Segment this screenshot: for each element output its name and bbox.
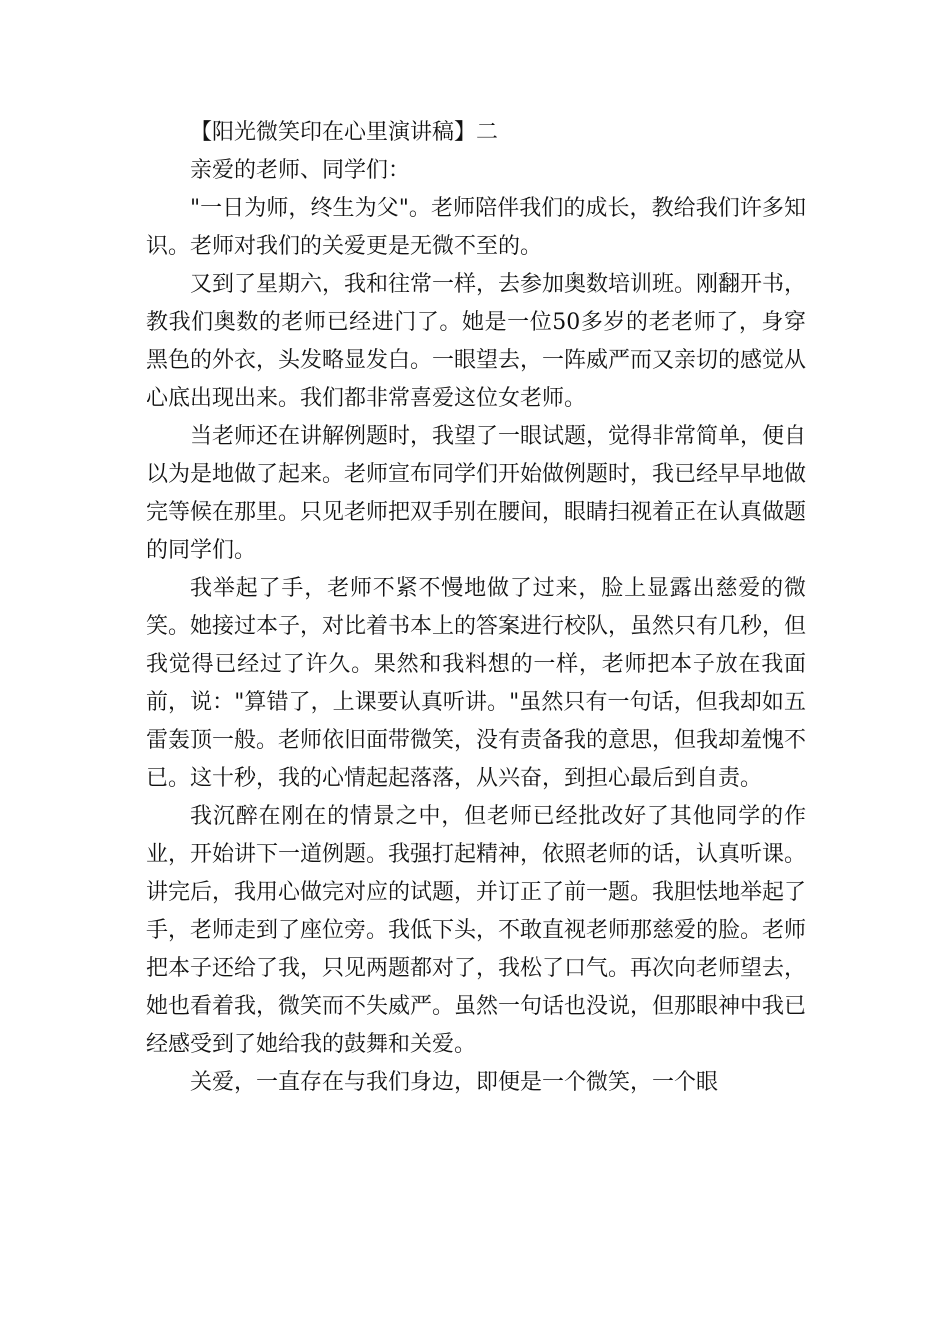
paragraph-2: 又到了星期六，我和往常一样，去参加奥数培训班。刚翻开书，教我们奥数的老师已经进门了。她是一位50多岁的老老师了，身穿黑色的外衣，头发略显发白。一眼望去，一阵威严而又亲切的感觉从心底出现出来。我们都非常喜爱这位女老师。	[146, 272, 807, 411]
paragraph-5: 我沉醉在刚在的情景之中，但老师已经批改好了其他同学的作业，开始讲下一道例题。我强打起精神，依照老师的话，认真听课。讲完后，我用心做完对应的试题，并订正了前一题。我胆怯地举起了手，老师走到了座位旁。我低下头，不敢直视老师那慈爱的脸。老师把本子还给了我，只见两题都对了，我松了口气。再次向老师望去，她也看着我，微笑而不失威严。虽然一句话也没说，但那眼神中我已经感受到了她给我的鼓舞和关爱。	[146, 804, 807, 1057]
salutation: 亲爱的老师、同学们：	[190, 158, 411, 183]
paragraph-4: 我举起了手，老师不紧不慢地做了过来，脸上显露出慈爱的微笑。她接过本子，对比着书本上的答案进行校队，虽然只有几秒，但我觉得已经过了许久。果然和我料想的一样，老师把本子放在我面前，说："算错了，上课要认真听讲。"虽然只有一句话，但我却如五雷轰顶一般。老师依旧面带微笑，没有责备我的意思，但我却羞愧不已。这十秒，我的心情起起落落，从兴奋，到担心最后到自责。	[146, 576, 807, 791]
paragraph-3: 当老师还在讲解例题时，我望了一眼试题，觉得非常简单，便自以为是地做了起来。老师宣布同学们开始做例题时，我已经早早地做完等候在那里。只见老师把双手别在腰间，眼睛扫视着正在认真做题的同学们。	[146, 424, 807, 563]
paragraph-6: 关爱，一直存在与我们身边，即便是一个微笑，一个眼	[190, 1070, 719, 1095]
paragraph-1: "一日为师，终生为父"。老师陪伴我们的成长，教给我们许多知识。老师对我们的关爱更是无微不至的。	[146, 196, 806, 259]
document-body	[146, 114, 806, 1102]
document-title: 【阳光微笑印在心里演讲稿】二	[190, 120, 499, 145]
